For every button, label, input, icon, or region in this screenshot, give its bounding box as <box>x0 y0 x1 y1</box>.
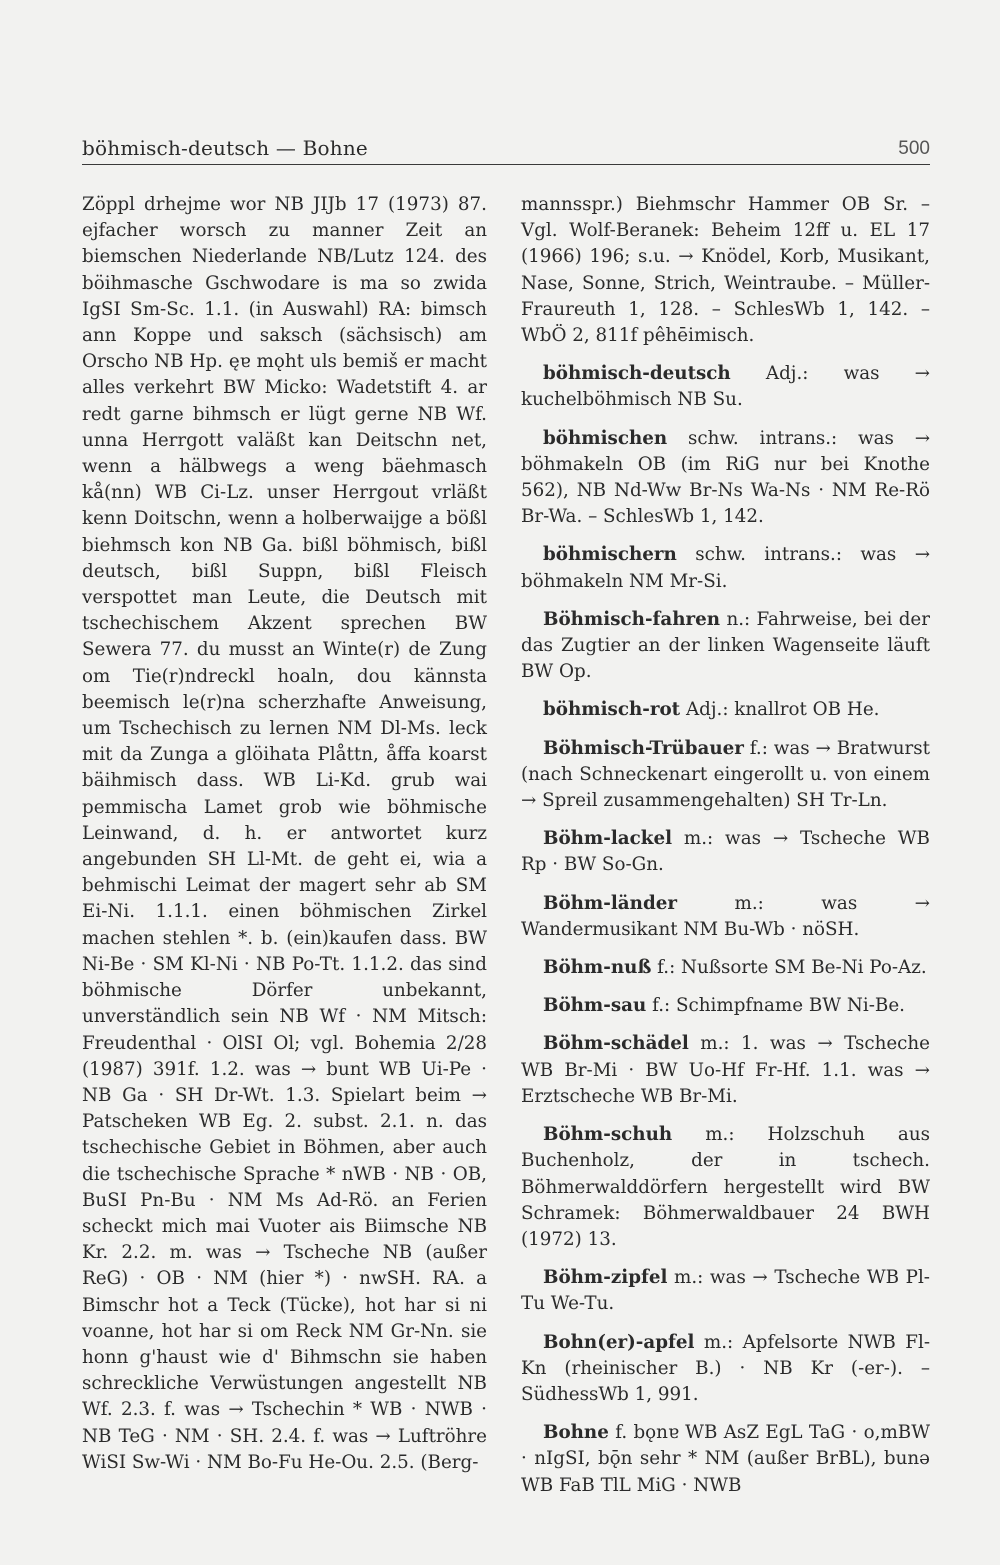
page-number: 500 <box>898 138 930 159</box>
dictionary-entry <box>521 697 930 723</box>
entry-body: schw. intrans.: was → böhmakeln NM Mr-Si. <box>521 544 931 592</box>
dictionary-entry <box>521 993 930 1019</box>
entry-body: schw. intrans.: was → böhmakeln OB (im RiG nur bei Knothe 562), NB Nd-Ww Br-Ns Wa-Ns · NM Re-Rö Br-Wa. – SchlesWb 1, 142. <box>521 427 931 528</box>
entry-lemma: Böhm-sau <box>543 995 647 1017</box>
entry-lemma: Bohne <box>543 1422 609 1444</box>
dictionary-entry <box>521 1122 930 1253</box>
entry-lemma: böhmischen <box>543 427 668 449</box>
entry-body: Adj.: was → kuchelböhmisch NB Su. <box>521 363 930 411</box>
entry-body: f.: Schimpfname BW Ni-Be. <box>652 995 905 1017</box>
entry-lemma: Böhm-nuß <box>543 957 652 979</box>
entry-lemma: böhmisch-deutsch <box>543 363 731 385</box>
dictionary-entry <box>521 1420 930 1499</box>
dictionary-entry <box>521 826 930 878</box>
entry-body: m.: was → Tscheche WB Pl-Tu We-Tu. <box>521 1267 930 1315</box>
entry-lemma: Böhmisch-fahren <box>543 608 721 630</box>
dictionary-entry <box>521 1330 930 1409</box>
dictionary-entry <box>521 891 930 943</box>
left-column <box>82 192 487 1476</box>
right-column <box>521 192 930 1511</box>
dictionary-entry <box>521 955 930 981</box>
entry-body: m.: Holzschuh aus Buchenholz, der in tschech. Böhmerwalddörfern hergestellt wird BW Schramek: Böhmerwaldbauer 24 BWH (1972) 13. <box>521 1124 930 1250</box>
entry-lemma: böhmischern <box>543 544 677 566</box>
entry-body: Adj.: knallrot OB He. <box>685 699 880 721</box>
dictionary-entry <box>521 736 930 815</box>
running-head-title: böhmisch-deutsch — Bohne <box>82 136 368 160</box>
running-head <box>82 136 930 165</box>
right-column-continuation: mannsspr.) Biehmschr Hammer OB Sr. – Vgl. Wolf-Beranek: Beheim 12ff u. EL 17 (1966) 196; s.u. → Knödel, Korb, Musikant, Nase, Sonne, Strich, Weintraube. – Müller-Fraureuth 1, 128. – SchlesWb 1, 142. – WbÖ 2, 811f pêhēimisch. <box>521 194 930 347</box>
entry-body: m.: Apfelsorte NWB Fl-Kn (rheinischer B.) · NB Kr (-er-). – SüdhessWb 1, 991. <box>521 1331 930 1405</box>
entry-body: f.: Nußsorte SM Be-Ni Po-Az. <box>657 957 927 979</box>
dictionary-entry <box>521 1031 930 1110</box>
entry-lemma: Böhm-länder <box>543 892 677 914</box>
entry-body: m.: 1. was → Tscheche WB Br-Mi · BW Uo-Hf Fr-Hf. 1.1. was → Erztscheche WB Br-Mi. <box>521 1033 930 1107</box>
entry-body: f.: was → Bratwurst (nach Schneckenart eingerollt u. von einem → Spreil zusammengehalten) SH Tr-Ln. <box>521 737 931 812</box>
entry-body: m.: was → Tscheche WB Rp · BW So-Gn. <box>521 828 930 876</box>
entry-lemma: Böhm-schädel <box>543 1033 689 1055</box>
entry-body: m.: was → Wandermusikant NM Bu-Wb · nöSH. <box>521 892 930 940</box>
entry-lemma: Böhmisch-Trübauer <box>543 737 744 759</box>
entry-lemma: Böhm-zipfel <box>543 1267 668 1289</box>
dictionary-entry <box>521 542 930 594</box>
dictionary-entry <box>521 607 930 686</box>
dictionary-entry <box>521 361 930 413</box>
entry-lemma: Bohn(er)-apfel <box>543 1331 695 1353</box>
entry-lemma: Böhm-lackel <box>543 828 673 850</box>
entry-body: n.: Fahrweise, bei der das Zugtier an der linken Wagenseite läuft BW Op. <box>521 608 930 683</box>
entry-lemma: böhmisch-rot <box>543 699 681 721</box>
entry-body: f. bǫnɐ WB AsZ EgL TaG · o,mBW · nIgSI, bǭn sehr * NM (außer BrBL), bunə WB FaB TlL MiG · NWB <box>521 1422 930 1496</box>
entry-lemma: Böhm-schuh <box>543 1124 673 1146</box>
dictionary-entry <box>521 1265 930 1317</box>
dictionary-entry <box>521 426 930 531</box>
left-column-text: Zöppl drhejme wor NB JIJb 17 (1973) 87. ejfacher worsch zu manner Zeit an biemschen Niederlande NB/Lutz 124. des böihmasche Gschwodare is ma so zwida IgSI Sm-Sc. 1.1. (in Auswahl) RA: bimsch ann Koppe und saksch (sächsisch) am Orscho NB Hp. ęɐ mǫht uls bemiš er macht alles verkehrt BW Micko: Wadetstift 4. ar redt garne bihmsch er lügt gerne NB Wf. unna Herrgott valäßt kan Deitschn net, wenn a hälbwegs a weng bäehmasch kå(nn) WB Ci-Lz. unser Herrgout vrläßt kenn Doitschn, wenn a holberwaijge a bößl biehmsch kon NB Ga. bißl böhmisch, bißl deutsch, bißl Suppn, bißl Fleisch verspottet man Leute, die Deutsch mit tschechischem Akzent sprechen BW Sewera 77. du musst an Winte(r) de Zung om Tie(r)ndreckl hoaln, dou kännsta beemisch le(r)na scherzhafte Anweisung, um Tschechisch zu lernen NM Dl-Ms. leck mit da Zunga a glöihata Plåttn, åffa koarst bäihmisch dass. WB Li-Kd. grub wai pemmischa Lamet grob wie böhmische Leinwand, d. h. er antwortet kurz angebunden SH Ll-Mt. de geht ei, wia a behmischi Leimat der magert sehr ab SM Ei-Ni. 1.1.1. einen böhmischen Zirkel machen stehlen *. b. (ein)kaufen dass. BW Ni-Be · SM Kl-Ni · NB Po-Tt. 1.1.2. das sind böhmische Dörfer unbekannt, unverständlich sein NB Wf · NM Mitsch: Freudenthal · OlSI Ol; vgl. Bohemia 2/28 (1987) 391f. 1.2. was → bunt WB Ui-Pe · NB Ga · SH Dr-Wt. 1.3. Spielart beim → Patscheken WB Eg. 2. subst. 2.1. n. das tschechische Gebiet in Böhmen, aber auch die tschechische Sprache * nWB · NB · OB, BuSI Pn-Bu · NM Ms Ad-Rö. an Ferien scheckt mich mai Vuoter ais Biimsche NB Kr. 2.2. m. was → Tscheche NB (außer ReG) · OB · NM (hier *) · nwSH. RA. a Bimschr hot a Teck (Tücke), hot har si ni voanne, hot har si om Reck NM Gr-Nn. sie honn g'haust wie d' Bihmschn sie haben schreckliche Verwüstungen angestellt NB Wf. 2.3. f. was → Tschechin * WB · NWB · NB TeG · NM · SH. 2.4. f. was → Luftröhre WiSI Sw-Wi · NM Bo-Fu He-Ou. 2.5. (Berg- <box>82 194 487 1473</box>
